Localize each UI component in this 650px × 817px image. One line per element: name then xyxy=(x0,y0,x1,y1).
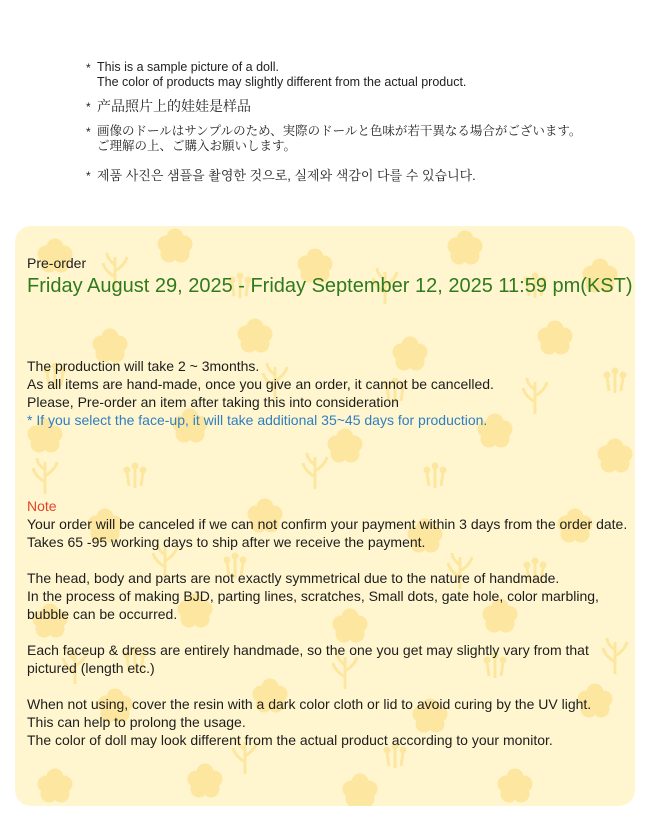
note-english-line2: The color of products may slightly different from the actual product. xyxy=(97,75,467,89)
preorder-info-panel xyxy=(15,226,635,806)
note-symmetry: The head, body and parts are not exactly symmetrical due to the nature of handmade. xyxy=(27,570,560,586)
note-japanese xyxy=(86,124,626,154)
production-info xyxy=(27,357,633,429)
note-english-line1: This is a sample picture of a doll. xyxy=(97,60,280,74)
preorder-label: Pre-order xyxy=(27,255,87,271)
disclaimer-notes xyxy=(86,60,626,192)
note-shipping: Takes 65 -95 working days to ship after we receive the payment. xyxy=(27,534,426,550)
note-english xyxy=(86,60,626,90)
bullet-star: * xyxy=(86,125,91,139)
production-line-1: The production will take 2 ~ 3months. xyxy=(27,358,260,374)
note-korean-line1: 제품 사진은 샘플을 촬영한 것으로, 실제와 색감이 다를 수 있습니다. xyxy=(97,168,476,183)
note-monitor: The color of doll may look different from the actual product according to your monitor. xyxy=(27,732,553,748)
preorder-dates: Friday August 29, 2025 - Friday September 12, 2025 11:59 pm(KST) xyxy=(27,275,633,297)
note-payment: Your order will be canceled if we can not confirm your payment within 3 days from the order date. xyxy=(27,516,628,532)
note-chinese xyxy=(86,99,626,114)
bullet-star: * xyxy=(86,169,91,183)
faceup-notice: * If you select the face-up, it will take additional 35~45 days for production. xyxy=(27,412,488,428)
note-uv: When not using, cover the resin with a dark color cloth or lid to avoid curing by the UV light. xyxy=(27,696,592,712)
note-japanese-line1: 画像のドールはサンプルのため、実際のドールと色味が若干異なる場合がございます。 xyxy=(97,124,582,138)
bullet-star: * xyxy=(86,61,91,75)
note-defects: In the process of making BJD, parting lines, scratches, Small dots, gate hole, color marbling, bubble can be occurred. xyxy=(27,588,599,622)
note-chinese-line1: 产品照片上的娃娃是样品 xyxy=(97,98,251,114)
note-faceup-dress: Each faceup & dress are entirely handmade, so the one you get may slightly vary from that pictured (length etc.) xyxy=(27,642,589,676)
note-korean xyxy=(86,168,626,183)
note-prolong: This can help to prolong the usage. xyxy=(27,714,246,730)
bullet-star: * xyxy=(86,100,91,114)
note-label: Note xyxy=(27,498,57,514)
note-section xyxy=(27,497,633,749)
note-japanese-line2: ご理解の上、ご購入お願いします。 xyxy=(97,139,297,153)
panel-content xyxy=(27,254,633,749)
production-line-3: Please, Pre-order an item after taking this into consideration xyxy=(27,394,399,410)
production-line-2: As all items are hand-made, once you give an order, it cannot be cancelled. xyxy=(27,376,494,392)
